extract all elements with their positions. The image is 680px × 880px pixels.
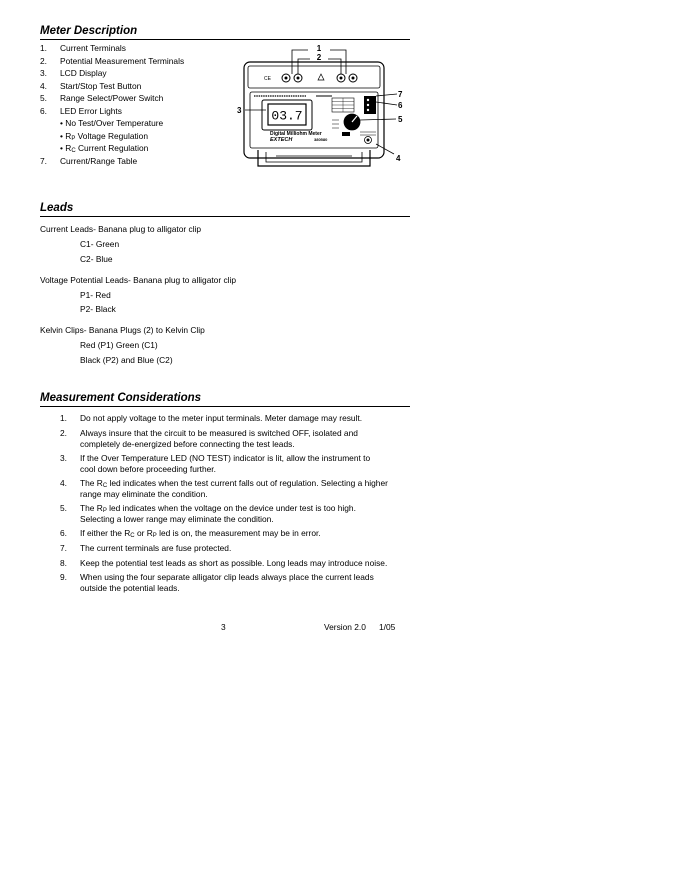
lead-item: Red (P1) Green (C1) xyxy=(80,340,158,350)
list-item xyxy=(80,528,321,539)
lead-item: C2- Blue xyxy=(80,254,113,264)
model-label: Digital Milliohm Meter xyxy=(270,131,322,137)
list-number: 2. xyxy=(40,55,47,66)
lead-item: C1- Green xyxy=(80,239,120,249)
list-number: 4. xyxy=(40,80,47,91)
list-item-line: When using the four separate alligator clip leads always place the current leads xyxy=(80,572,374,582)
test-button-core xyxy=(367,139,370,142)
list-item-line xyxy=(80,503,356,514)
terminal-core-icon xyxy=(340,77,343,80)
list-item-line: range may eliminate the condition. xyxy=(80,488,208,499)
callout-4: 4 xyxy=(396,154,401,163)
bullet: • xyxy=(60,143,63,153)
version-label: Version 2.0 xyxy=(324,622,366,632)
list-number: 3. xyxy=(60,453,67,463)
bullet: • xyxy=(60,130,63,141)
bullet: • xyxy=(60,118,63,128)
text-segment: led is on, the measurement may be in error. xyxy=(156,528,321,538)
subscript: C xyxy=(102,483,108,489)
led-icon xyxy=(367,109,369,111)
sub-item-rc xyxy=(60,143,148,154)
list-item: Range Select/Power Switch xyxy=(60,93,164,103)
callout-2: 2 xyxy=(316,53,322,62)
text-segment: led indicates when the voltage on the device under test is too high. xyxy=(106,503,356,513)
text-segment: or R xyxy=(134,528,153,538)
list-number: 3. xyxy=(40,68,47,78)
page-number: 3 xyxy=(221,622,226,632)
list-number: 1. xyxy=(60,413,67,423)
list-item: The current terminals are fuse protected. xyxy=(80,543,232,553)
list-item: Start/Stop Test Button xyxy=(60,80,142,91)
sub-item-text: No Test/Over Temperature xyxy=(65,118,164,128)
terminal-core-icon xyxy=(297,77,300,80)
meter-diagram xyxy=(236,40,410,170)
subscript: C xyxy=(71,148,76,154)
subscript: P xyxy=(71,135,76,142)
list-number: 7. xyxy=(40,155,47,166)
list-item-line: Always insure that the circuit to be measured is switched OFF, isolated and xyxy=(80,428,358,438)
list-number: 5. xyxy=(60,503,67,513)
kelvin-clips-heading: Kelvin Clips- Banana Plugs (2) to Kelvin Clip xyxy=(40,325,205,335)
model-number: 380580 xyxy=(314,137,328,142)
callout-3: 3 xyxy=(237,106,242,115)
subscript: P xyxy=(102,508,107,514)
list-item: Current Terminals xyxy=(60,43,126,53)
list-number: 8. xyxy=(60,557,67,568)
leads-heading: Leads xyxy=(40,201,410,217)
list-number: 1. xyxy=(40,43,47,53)
button-legend xyxy=(342,132,350,136)
current-leads-heading: Current Leads- Banana plug to alligator clip xyxy=(40,224,202,234)
r-symbol: R xyxy=(65,143,72,153)
led-panel xyxy=(364,96,376,114)
list-number: 7. xyxy=(60,543,67,553)
text-segment: led indicates when the test current falls out of regulation. Selecting a higher xyxy=(107,478,388,488)
lead-item: P2- Black xyxy=(80,304,116,314)
callout-6: 6 xyxy=(398,101,403,110)
lcd-reading: 03.7 xyxy=(271,108,303,124)
brand-label: EXTECH xyxy=(270,137,293,143)
list-number: 4. xyxy=(60,478,67,488)
text-segment: The R xyxy=(80,503,103,513)
list-number: 2. xyxy=(60,428,67,438)
r-symbol: R xyxy=(65,130,72,141)
measurement-considerations-heading: Measurement Considerations xyxy=(40,391,410,407)
text-segment: If either the R xyxy=(80,528,131,538)
sub-item-rp xyxy=(60,131,148,142)
list-item: Keep the potential test leads as short as possible. Long leads may introduce noise. xyxy=(80,557,388,568)
list-item: LCD Display xyxy=(60,68,107,78)
led-icon xyxy=(367,99,369,101)
list-item: Do not apply voltage to the meter input terminals. Meter damage may result. xyxy=(80,413,363,423)
terminal-core-icon xyxy=(285,77,288,80)
sub-item-text: Current Regulation xyxy=(78,143,149,153)
list-number: 6. xyxy=(40,105,47,116)
subscript: P xyxy=(152,533,157,539)
sub-item-text: Voltage Regulation xyxy=(77,130,148,141)
lead-item: P1- Red xyxy=(80,290,111,300)
list-item-line: completely de-energized before connecting the test leads. xyxy=(80,438,295,449)
list-item: Potential Measurement Terminals xyxy=(60,55,185,66)
voltage-leads-heading: Voltage Potential Leads- Banana plug to alligator clip xyxy=(40,275,237,285)
list-item-line: cool down before proceeding further. xyxy=(80,463,216,474)
callout-7: 7 xyxy=(398,90,403,99)
list-number: 5. xyxy=(40,93,47,103)
callout-1: 1 xyxy=(316,44,322,53)
version-date: 1/05 xyxy=(379,622,396,632)
list-item-line: Selecting a lower range may eliminate the condition. xyxy=(80,513,274,524)
subscript: C xyxy=(130,533,135,539)
list-number: 9. xyxy=(60,572,67,582)
list-item: Current/Range Table xyxy=(60,155,138,166)
sub-item-no-test xyxy=(60,118,163,129)
list-item-line: If the Over Temperature LED (NO TEST) indicator is lit, allow the instrument to xyxy=(80,453,371,463)
list-item: LED Error Lights xyxy=(60,105,122,116)
meter-description-heading: Meter Description xyxy=(40,24,410,40)
lead-item: Black (P2) and Blue (C2) xyxy=(80,355,173,365)
led-icon xyxy=(367,104,369,106)
list-number: 6. xyxy=(60,528,67,538)
callout-5: 5 xyxy=(398,115,403,124)
ce-mark: CE xyxy=(264,76,271,82)
list-item-line: outside the potential leads. xyxy=(80,582,180,593)
list-item-line xyxy=(80,478,388,489)
text-segment: The R xyxy=(80,478,103,488)
terminal-core-icon xyxy=(352,77,355,80)
